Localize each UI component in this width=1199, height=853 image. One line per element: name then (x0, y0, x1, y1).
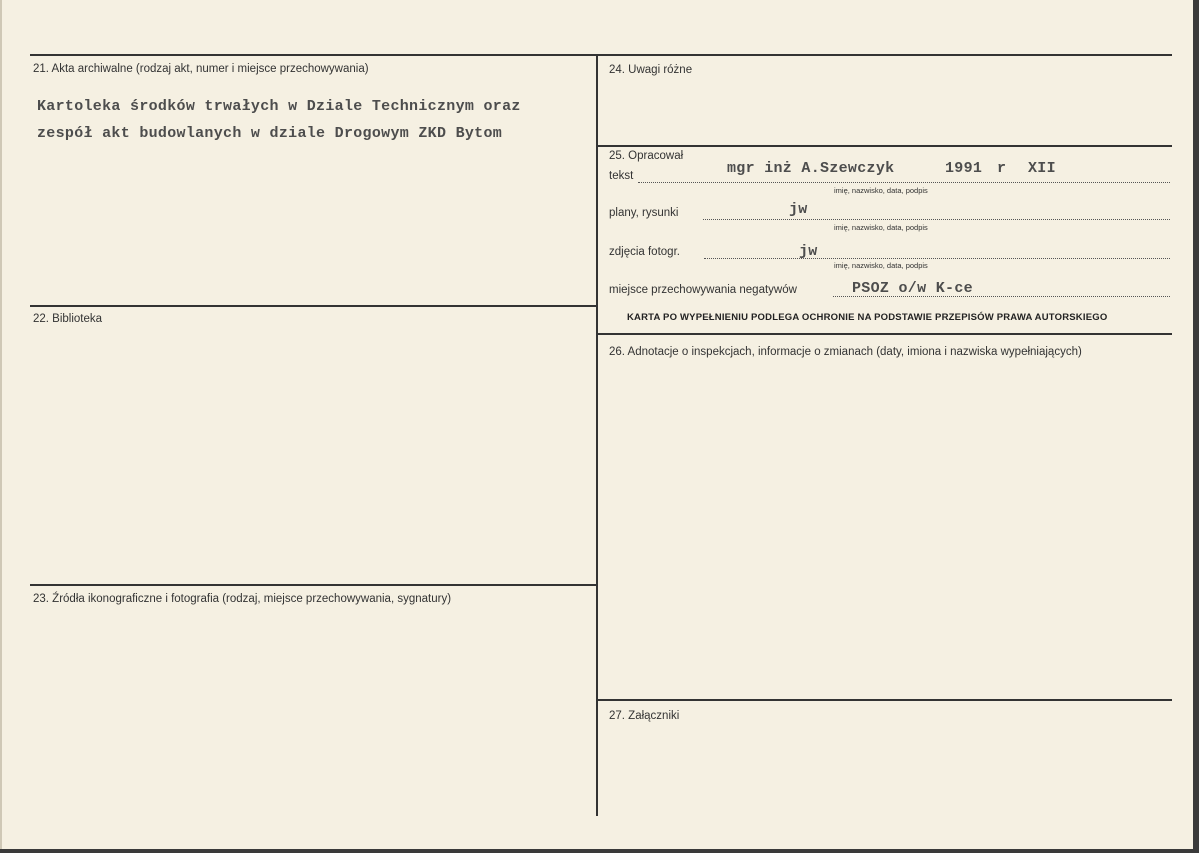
text-month-value: XII (1028, 160, 1056, 177)
zdjecia-label: zdjęcia fotogr. (609, 246, 680, 258)
section-25-label: 25. Opracował (609, 150, 684, 162)
text-hint: imię, nazwisko, data, podpis (834, 186, 928, 195)
zdjecia-value: jw (799, 243, 818, 260)
rule-24-25 (597, 145, 1172, 147)
section-21-label: 21. Akta archiwalne (rodzaj akt, numer i miejsce przechowywania) (33, 63, 369, 75)
card-bottom-edge (0, 849, 1199, 853)
archive-records-line-2: zespół akt budowlanych w dziale Drogowym ZKD Bytom (37, 125, 503, 142)
text-author-value: mgr inż A.Szewczyk (727, 160, 895, 177)
section-23-label: 23. Źródła ikonograficzne i fotografia (rodzaj, miejsce przechowywania, sygnatury) (33, 593, 452, 605)
text-label: tekst (609, 170, 634, 182)
plany-hint: imię, nazwisko, data, podpis (834, 223, 928, 232)
zdjecia-hint: imię, nazwisko, data, podpis (834, 261, 928, 270)
negatywy-label: miejsce przechowywania negatywów (609, 284, 797, 296)
archive-records-line-1: Kartoleka środków trwałych w Dziale Technicznym oraz (37, 98, 521, 115)
top-rule (30, 54, 1172, 56)
plany-dotted-line (703, 219, 1170, 220)
rule-22-23 (30, 584, 597, 586)
zdjecia-dotted-line (704, 258, 1170, 259)
card-left-edge (0, 0, 2, 853)
section-27-label: 27. Załączniki (609, 710, 680, 722)
text-year-value: 1991 (945, 160, 983, 177)
rule-25-26 (597, 333, 1172, 335)
rule-21-22 (30, 305, 597, 307)
text-r-value: r (997, 160, 1007, 177)
center-divider (596, 54, 598, 816)
negatywy-value: PSOZ o/w K-ce (852, 280, 973, 297)
rule-26-27 (597, 699, 1172, 701)
text-dotted-line (638, 182, 1170, 183)
plany-value: jw (789, 201, 808, 218)
section-24-label: 24. Uwagi różne (609, 64, 693, 76)
section-26-label: 26. Adnotacje o inspekcjach, informacje o zmianach (daty, imiona i nazwiska wypełniających) (609, 346, 1082, 358)
plany-label: plany, rysunki (609, 207, 679, 219)
copyright-notice: KARTA PO WYPEŁNIENIU PODLEGA OCHRONIE NA PODSTAWIE PRZEPISÓW PRAWA AUTORSKIEGO (627, 312, 1108, 323)
card-right-edge (1193, 0, 1199, 853)
section-22-label: 22. Biblioteka (33, 313, 103, 325)
